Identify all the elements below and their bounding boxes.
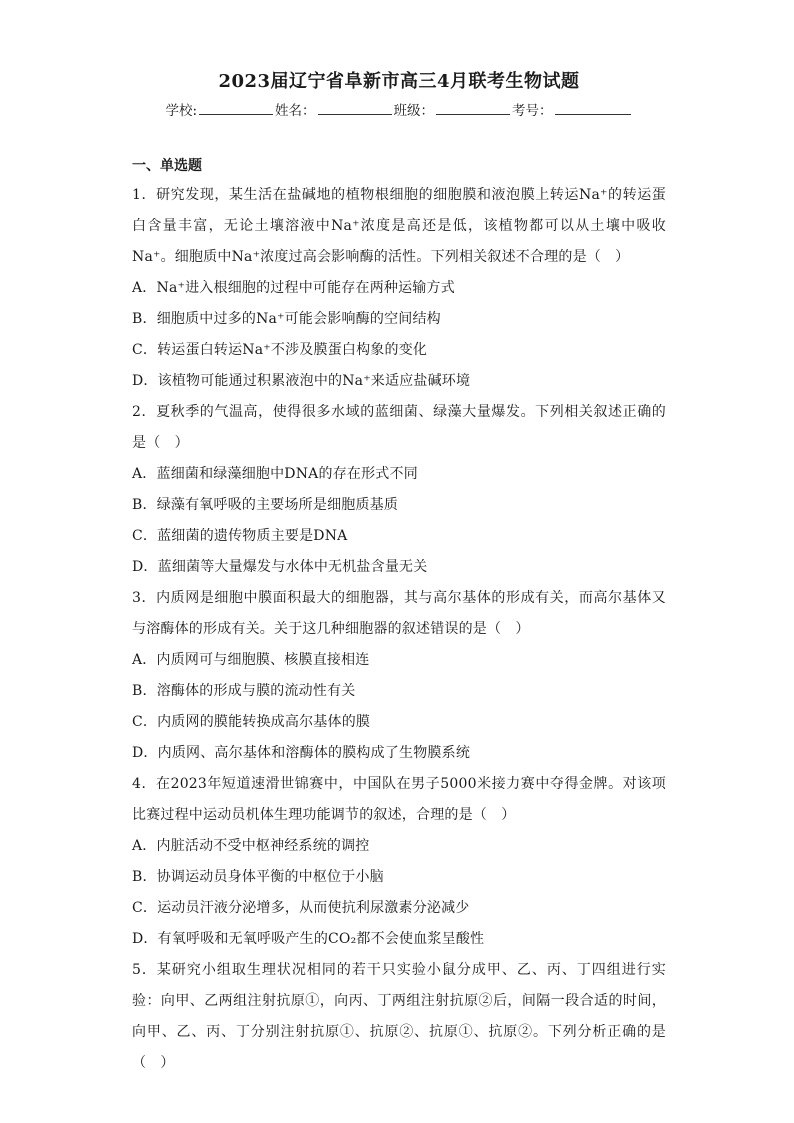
option-c: C．运动员汗液分泌增多，从而使抗利尿激素分泌减少 — [132, 900, 470, 916]
class-label: 班级： — [393, 103, 435, 119]
question-stem: 2．夏秋季的气温高，使得很多水域的蓝细菌、绿藻大量爆发。下列相关叙述正确的是（ ） — [132, 404, 666, 451]
option-d: D．蓝细菌等大量爆发与水体中无机盐含量无关 — [132, 559, 428, 575]
option-c: C．蓝细菌的遗传物质主要是DNA — [132, 528, 348, 544]
option-b: B．溶酶体的形成与膜的流动性有关 — [132, 683, 356, 699]
question-2 — [132, 397, 666, 583]
option-b: B．协调运动员身体平衡的中枢位于小脑 — [132, 869, 384, 885]
school-label: 学校: — [165, 103, 198, 119]
question-stem: 1．研究发现，某生活在盐碱地的植物根细胞的细胞膜和液泡膜上转运Na⁺的转运蛋白含量丰富，无论土壤溶液中Na⁺浓度是高还是低，该植物都可以从土壤中吸收Na⁺。细胞质中Na⁺浓度过高会影响酶的活性。下列相关叙述不合理的是（ ） — [132, 187, 666, 265]
name-blank[interactable] — [318, 100, 392, 115]
option-b: B．绿藻有氧呼吸的主要场所是细胞质基质 — [132, 497, 399, 513]
question-3 — [132, 583, 666, 769]
exam-no-blank[interactable] — [555, 100, 631, 115]
option-d: D．内质网、高尔基体和溶酶体的膜构成了生物膜系统 — [132, 745, 471, 761]
section-heading: 一、单选题 — [132, 158, 202, 174]
option-d: D．有氧呼吸和无氧呼吸产生的CO₂都不会使血浆呈酸性 — [132, 931, 485, 947]
student-info-line — [132, 100, 666, 122]
option-d: D．该植物可能通过积累液泡中的Na⁺来适应盐碱环境 — [132, 373, 471, 389]
school-blank[interactable] — [199, 100, 273, 115]
question-4 — [132, 769, 666, 955]
exam-no-label: 考号： — [512, 103, 553, 119]
option-c: C．内质网的膜能转换成高尔基体的膜 — [132, 714, 371, 730]
option-b: B．细胞质中过多的Na⁺可能会影响酶的空间结构 — [132, 311, 441, 327]
question-1 — [132, 180, 666, 397]
option-a: A．内质网可与细胞膜、核膜直接相连 — [132, 652, 370, 668]
question-stem: 5．某研究小组取生理状况相同的若干只实验小鼠分成甲、乙、丙、丁四组进行实验：向甲、乙两组注射抗原①，向丙、丁两组注射抗原②后，间隔一段合适的时间，向甲、乙、丙、丁分别注射抗原①、抗原②、抗原①、抗原②。下列分析正确的是（ ） — [132, 962, 666, 1071]
option-c: C．转运蛋白转运Na⁺不涉及膜蛋白构象的变化 — [132, 342, 428, 358]
option-a: A．Na⁺进入根细胞的过程中可能存在两种运输方式 — [132, 280, 455, 296]
question-stem: 3．内质网是细胞中膜面积最大的细胞器，其与高尔基体的形成有关，而高尔基体又与溶酶体的形成有关。关于这几种细胞器的叙述错误的是（ ） — [132, 590, 666, 637]
option-a: A．蓝细菌和绿藻细胞中DNA的存在形式不同 — [132, 466, 418, 482]
class-blank[interactable] — [436, 100, 510, 115]
page-title: 2023届辽宁省阜新市高三4月联考生物试题 — [218, 71, 580, 92]
question-5 — [132, 955, 666, 1079]
name-label: 姓名： — [275, 103, 316, 119]
option-a: A．内脏活动不受中枢神经系统的调控 — [132, 838, 370, 854]
question-stem: 4．在2023年短道速滑世锦赛中，中国队在男子5000米接力赛中夺得金牌。对该项比赛过程中运动员机体生理功能调节的叙述，合理的是（ ） — [132, 776, 666, 823]
